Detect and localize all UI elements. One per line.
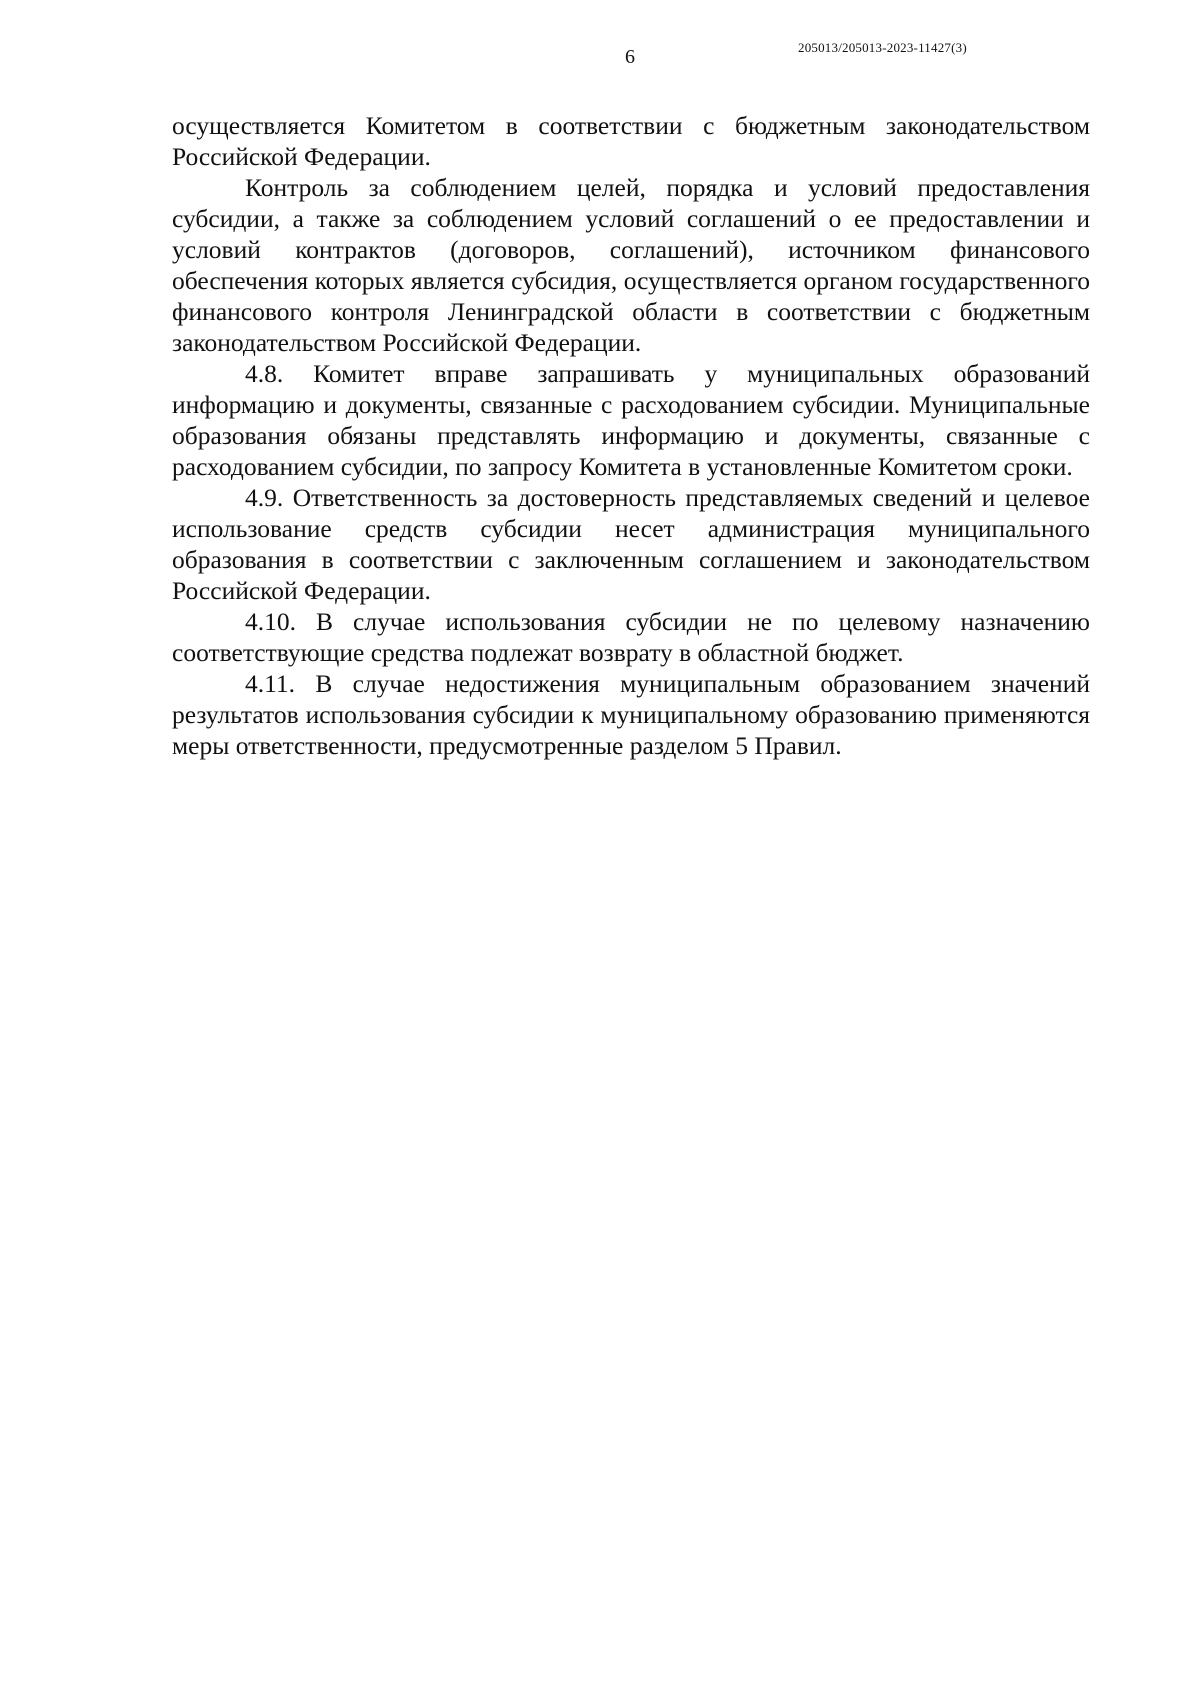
paragraph-continuation: осуществляется Комитетом в соответствии с бюджетным законодательством Российской Федерации. bbox=[172, 111, 1090, 171]
paragraph-4-10: 4.10. В случае использования субсидии не по целевому назначению соответствующие средства подлежат возврату в областной бюджет. bbox=[172, 607, 1090, 667]
paragraph-control: Контроль за соблюдением целей, порядка и условий предоставления субсидии, а также за соблюдением условий соглашений о ее предоставлении и условий контрактов (договоров, соглашений), источником финансового обеспечения которых является субсидия, осуществляется органом государственного финансового контроля Ленинградской области в соответствии с бюджетным законодательством Российской Федерации. bbox=[172, 173, 1090, 357]
page-number: 6 bbox=[625, 46, 635, 68]
paragraph-4-11: 4.11. В случае недостижения муниципальным образованием значений результатов использования субсидии к муниципальному образованию применяются меры ответственности, предусмотренные разделом 5 Правил. bbox=[172, 669, 1090, 760]
document-body bbox=[172, 110, 1090, 761]
document-registration-code: 205013/205013-2023-11427(3) bbox=[798, 40, 967, 55]
paragraph-4-8: 4.8. Комитет вправе запрашивать у муниципальных образований информацию и документы, связанные с расходованием субсидии. Муниципальные образования обязаны представлять информацию и документы, связанные с расходованием субсидии, по запросу Комитета в установленные Комитетом сроки. bbox=[172, 359, 1090, 481]
paragraph-4-9: 4.9. Ответственность за достоверность представляемых сведений и целевое использование средств субсидии несет администрация муниципального образования в соответствии с заключенным соглашением и законодательством Российской Федерации. bbox=[172, 483, 1090, 605]
